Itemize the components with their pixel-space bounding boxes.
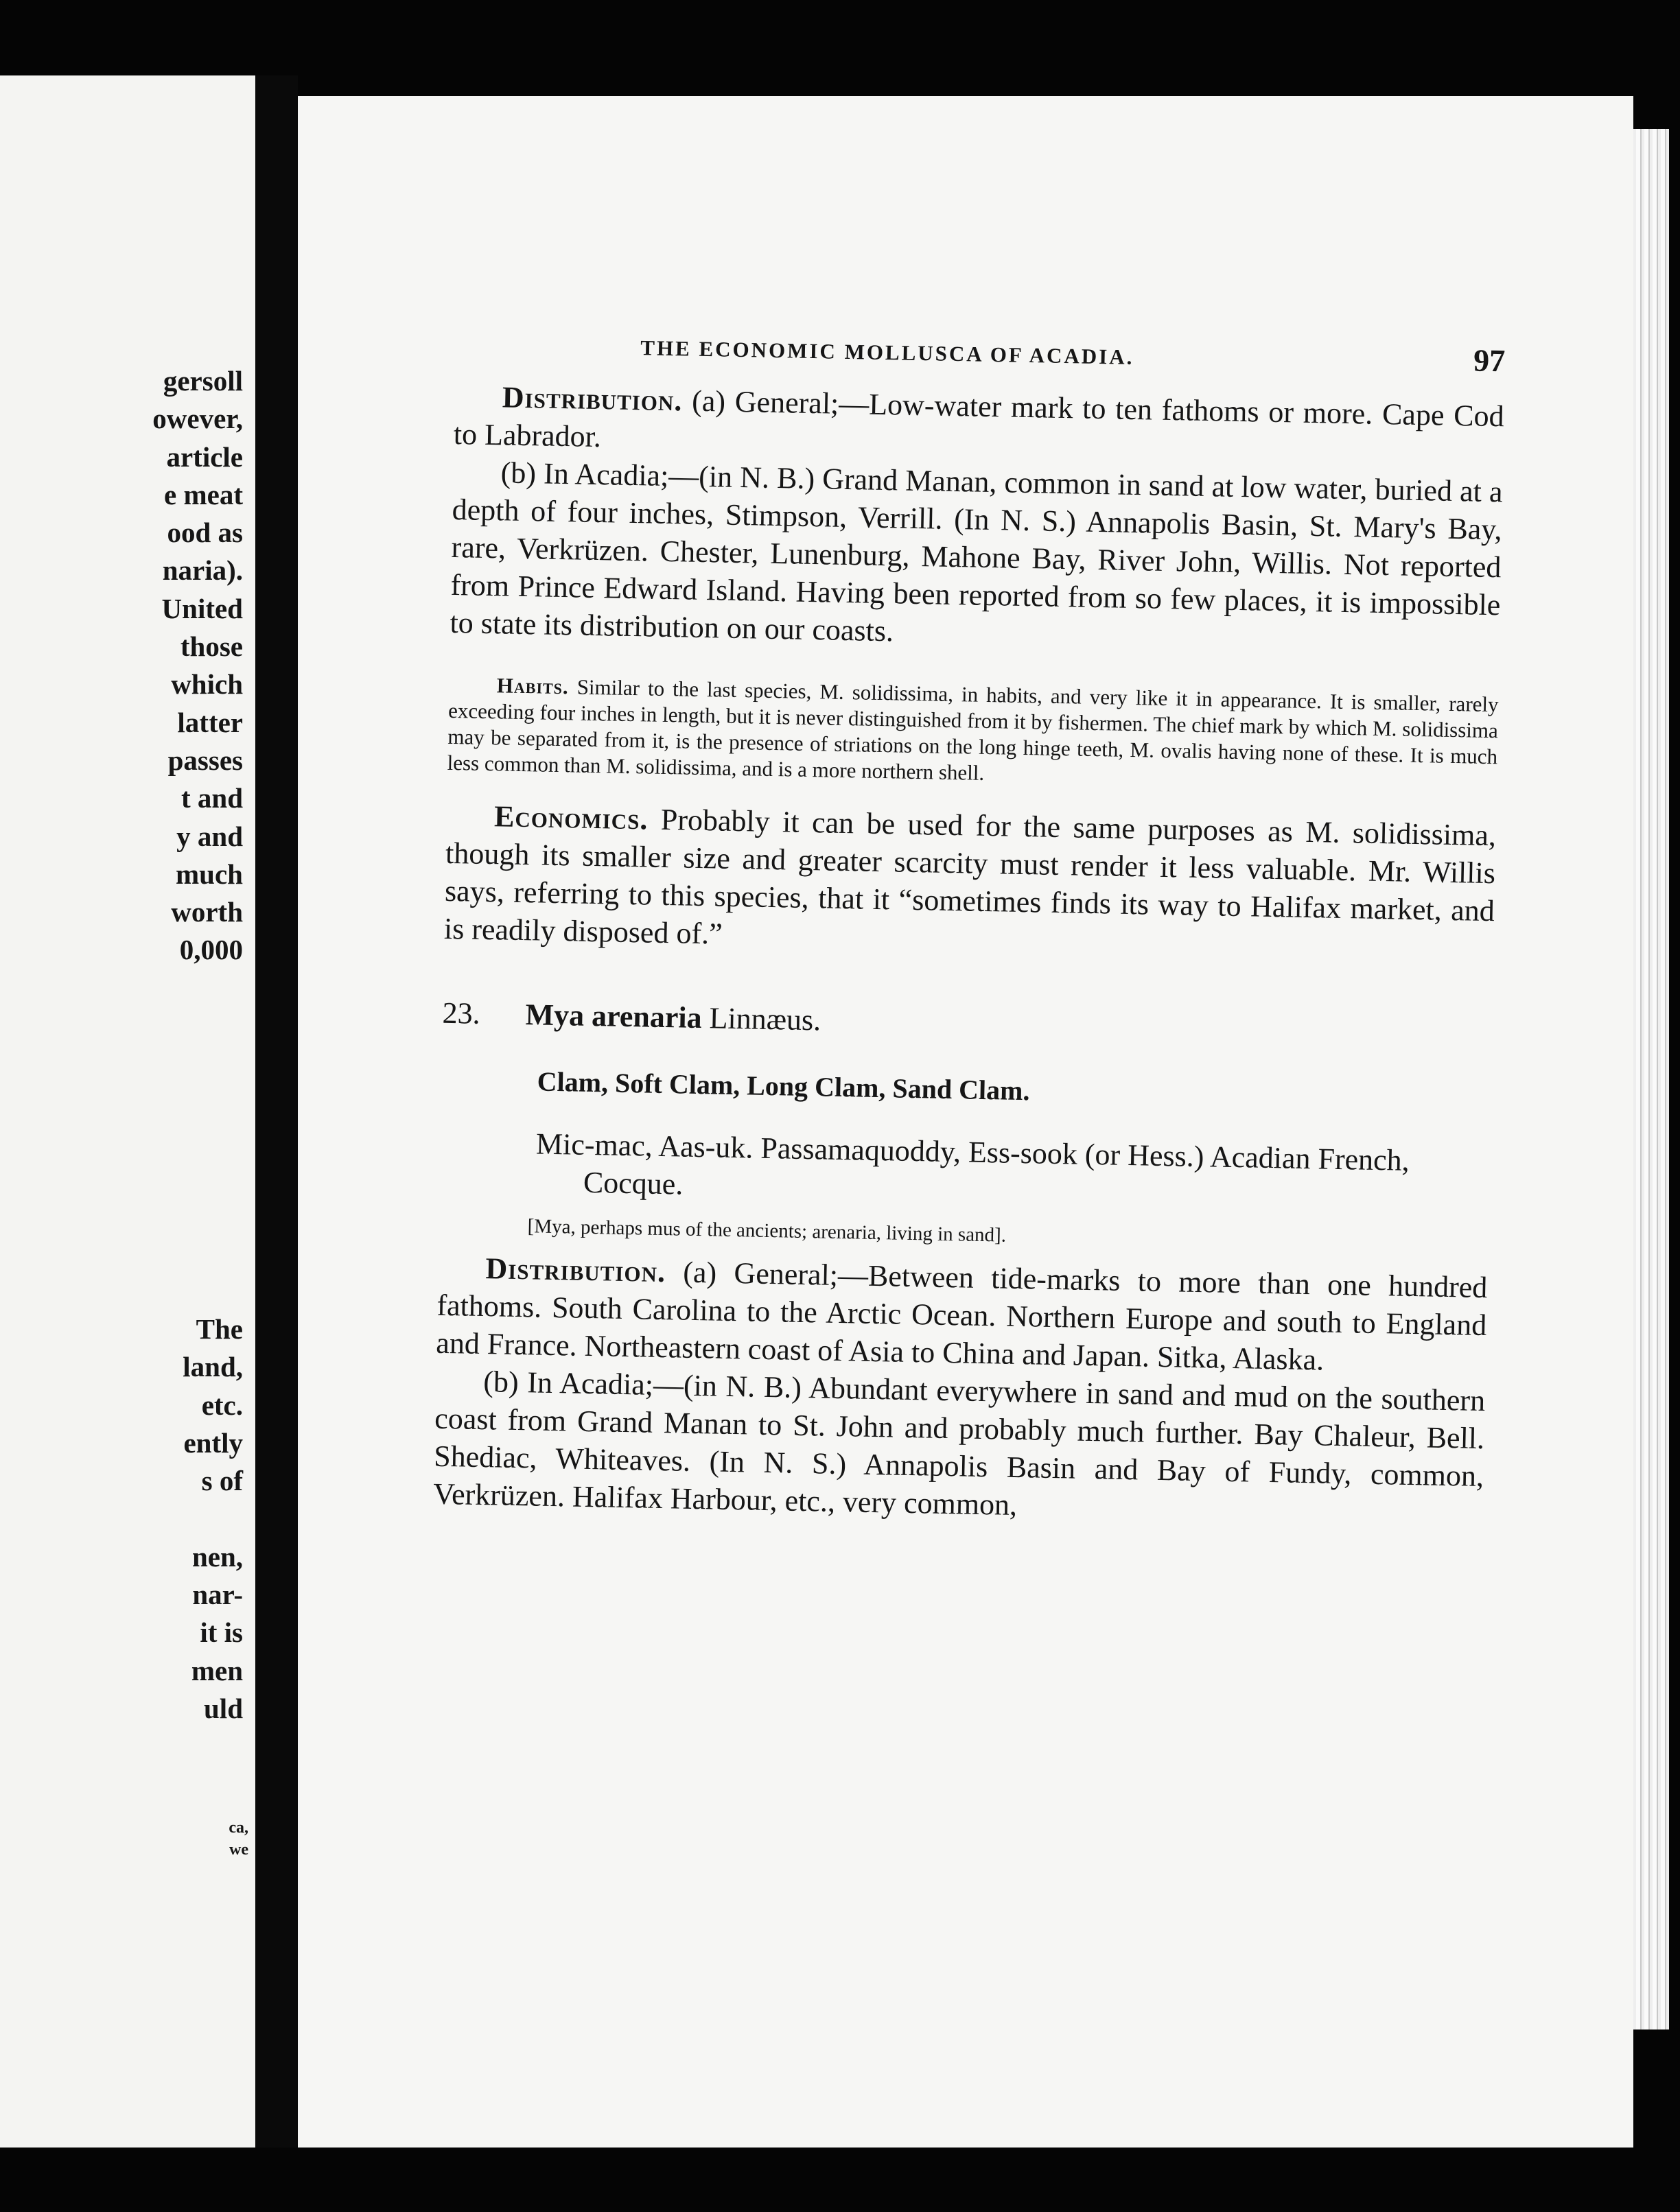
left-line: men [191, 1654, 243, 1686]
left-line: it is [200, 1616, 243, 1649]
page-number: 97 [1473, 342, 1506, 379]
left-line: t and [180, 782, 243, 814]
left-line: land, [183, 1351, 243, 1383]
left-line: owever, [152, 403, 243, 435]
left-line: those [180, 631, 243, 663]
left-line: etc. [201, 1389, 243, 1421]
previous-page-fragment [0, 75, 255, 2148]
left-line: uld [204, 1692, 243, 1724]
habits-label: Habits. [496, 673, 570, 699]
left-line: 0,000 [179, 934, 243, 966]
native-names: Mic-mac, Aas-uk. Passamaquoddy, Ess-sook (or Hess.) Acadian French, Cocque. [535, 1127, 1410, 1201]
distribution-acadia-paragraph-2: (b) In Acadia;—(in N. B.) Abundant everywhere in sand and mud on the southern coast from Grand Manan to St. John and probably much further. Bay Chaleur, Bell. Shediac, Whiteaves. (In N. S.) Annapolis Basin and Bay of Fundy, common, Verkrüzen. Halifax Harbour, etc., very common, [432, 1365, 1486, 1522]
left-line: y and [176, 820, 243, 852]
left-line: gersoll [163, 365, 243, 397]
left-line: naria). [162, 554, 243, 587]
left-line: worth [171, 896, 243, 928]
page-content [433, 322, 1506, 1533]
distribution-general-text-2: (a) General;—Between tide-marks to more than one hundred fathoms. South Carolina to the Arctic Ocean. Northern Europe and south to England and France. Northeastern coast of Asia to China and Japan. Sitka, Alaska. [435, 1255, 1488, 1377]
left-line [183, 1500, 243, 1538]
left-line: ood as [167, 517, 243, 549]
left-line: ently [183, 1426, 243, 1459]
left-line: which [171, 668, 243, 701]
left-line: nen, [191, 1540, 243, 1573]
page-edges [1628, 129, 1669, 2029]
left-footnote-line: ca, [229, 1819, 248, 1837]
left-line: nar- [192, 1579, 243, 1611]
etymology-note: [Mya, perhaps mus of the ancients; arenaria, living in sand]. [527, 1215, 1007, 1247]
left-page-text-block-2 [183, 1310, 243, 1728]
distribution-label-2: Distribution. [485, 1251, 666, 1289]
left-line: latter [177, 706, 243, 738]
distribution-label: Distribution. [502, 380, 683, 418]
habits-paragraph [447, 672, 1499, 796]
species-number: 23. [442, 996, 481, 1031]
distribution-acadia-paragraph: (b) In Acadia;—(in N. B.) Grand Manan, common in sand at low water, buried at a depth of four inches, Stimpson, Verrill. (In N. S.) Annapolis Basin, St. Mary's Bay, rare, Verkrüzen. Chester, Lunenburg, Mahone Bay, River John, Willis. Not reported from Prince Edward Island. Having been reported from so few places, it is impossible to state its distribution on our coasts. [450, 456, 1504, 648]
species-name: Mya arenaria [525, 998, 703, 1035]
left-line: United [161, 592, 243, 624]
book-gutter [255, 75, 298, 2148]
left-line: The [196, 1313, 243, 1345]
left-line: much [176, 858, 243, 890]
economics-text: Probably it can be used for the same purposes as M. solidissima, though its smaller size and greater scarcity must render it less valuable. Mr. Willis says, referring to this species, that it “sometimes finds its way to Halifax market, and is readily disposed of.” [443, 802, 1497, 951]
left-line: s of [201, 1465, 243, 1497]
left-page-footnote [229, 1817, 248, 1861]
left-line: article [166, 440, 243, 473]
distribution-general-text: (a) General;—Low-water mark to ten fathoms or more. Cape Cod to Labrador. [453, 384, 1505, 454]
species-authority: Linnæus. [709, 1001, 821, 1037]
economics-label: Economics. [493, 799, 649, 836]
book-page [298, 96, 1633, 2148]
left-line: e meat [164, 478, 243, 510]
left-footnote-line: we [229, 1841, 248, 1859]
economics-paragraph [444, 797, 1497, 967]
species-heading [442, 996, 1493, 1050]
left-page-text-block [152, 362, 243, 969]
left-line: passes [167, 744, 243, 776]
common-names: Clam, Soft Clam, Long Clam, Sand Clam. [537, 1066, 1030, 1107]
distribution-general-paragraph-2 [436, 1249, 1488, 1382]
running-head: THE ECONOMIC MOLLUSCA OF ACADIA. [640, 336, 1134, 369]
habits-text: Similar to the last species, M. solidissima, in habits, and very like it in appearance. It is smaller, rarely exceeding four inches in length, but it is never distinguished from it by fishermen. The chief mark by which M. solidissima may be separated from it, is the presence of striations on the long hinge teeth, M. ovalis having none of these. It is much less common than M. solidissima, and is a more northern shell. [447, 674, 1499, 785]
